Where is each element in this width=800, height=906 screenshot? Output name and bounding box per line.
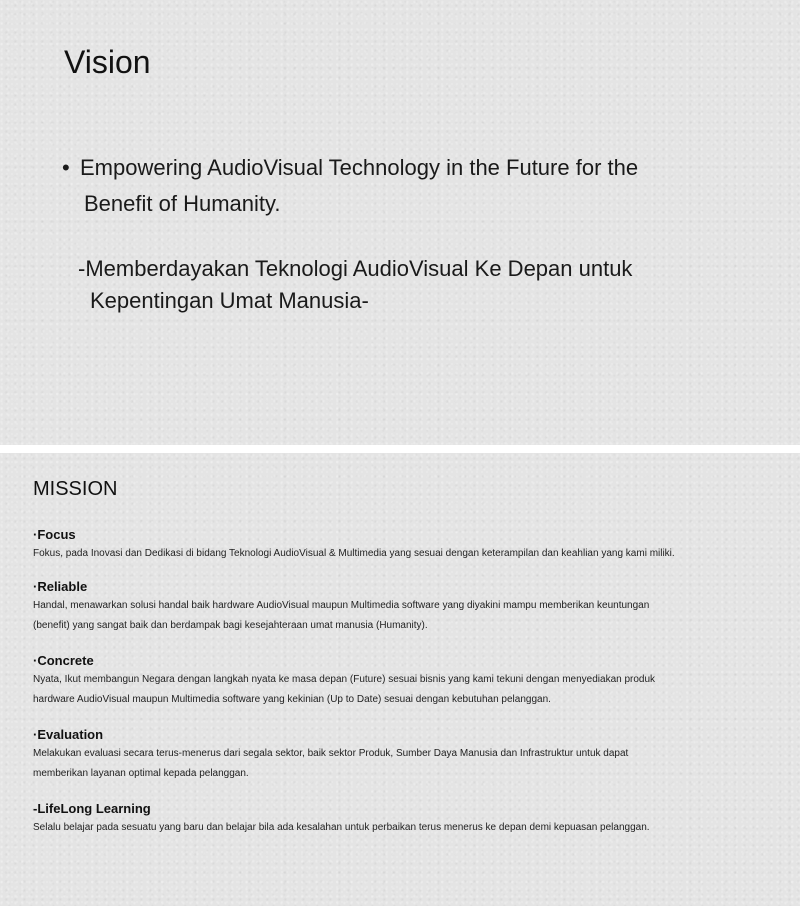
mission-item-text: hardware AudioVisual maupun Multimedia software yang kekinian (Up to Date) sesuai dengan kebutuhan pelanggan.: [33, 694, 551, 705]
vision-translation-line2: Kepentingan Umat Manusia-: [90, 288, 369, 313]
mission-item-text: Nyata, Ikut membangun Negara dengan langkah nyata ke masa depan (Future) sesuai bisnis yang kami tekuni dengan menyediakan produk: [33, 674, 656, 685]
mission-item-text: memberikan layanan optimal kepada pelanggan.: [33, 768, 249, 779]
vision-statement: [62, 150, 742, 222]
mission-item-heading: ·Reliable: [33, 579, 88, 594]
mission-item-heading: -LifeLong Learning: [33, 801, 151, 816]
mission-item-text: Selalu belajar pada sesuatu yang baru dan belajar bila ada kesalahan untuk perbaikan terus menerus ke depan demi kepuasan pelanggan.: [33, 822, 650, 833]
vision-statement-line1: Empowering AudioVisual Technology in the Future for the: [80, 155, 639, 180]
mission-item-heading: ·Concrete: [33, 653, 94, 668]
mission-item-evaluation: [33, 726, 773, 784]
mission-item-text: Melakukan evaluasi secara terus-menerus dari segala sektor, baik sektor Produk, Sumber Daya Manusia dan Infrastruktur untuk dapat: [33, 748, 629, 759]
mission-item-text: (benefit) yang sangat baik dan berdampak bagi kesejahteraan umat manusia (Humanity).: [33, 620, 428, 631]
mission-item-reliable: [33, 578, 773, 636]
mission-item-text: Fokus, pada Inovasi dan Dedikasi di bidang Teknologi AudioVisual & Multimedia yang sesuai dengan keterampilan dan keahlian yang kami miliki.: [33, 548, 675, 559]
mission-item-text: Handal, menawarkan solusi handal baik hardware AudioVisual maupun Multimedia software yang diyakini mampu memberikan keuntungan: [33, 600, 650, 611]
vision-statement-line2: Benefit of Humanity.: [84, 191, 281, 216]
slide-divider: [0, 445, 800, 453]
mission-item-concrete: [33, 652, 773, 710]
mission-item-focus: [33, 526, 773, 564]
mission-item-heading: ·Focus: [33, 527, 76, 542]
mission-item-heading: ·Evaluation: [33, 727, 104, 742]
mission-title: MISSION: [33, 478, 118, 500]
vision-translation: [78, 253, 758, 317]
vision-title: Vision: [64, 44, 151, 80]
mission-item-lifelong-learning: [33, 800, 773, 838]
bullet-icon: •: [62, 155, 70, 180]
vision-translation-line1: -Memberdayakan Teknologi AudioVisual Ke Depan untuk: [78, 256, 633, 281]
